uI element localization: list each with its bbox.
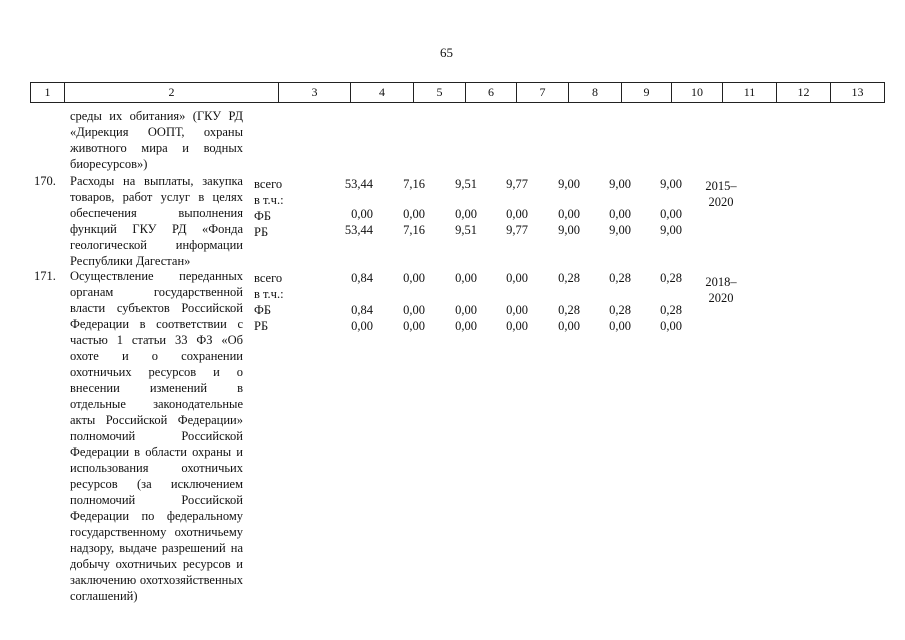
header-col-9: 9 [621, 83, 671, 102]
value-cell: 9,00 [609, 177, 631, 191]
years-start: 2015– [705, 179, 737, 193]
row-170-years [696, 178, 746, 210]
value-cell: 7,16 [403, 223, 425, 237]
value-cell: 53,44 [344, 223, 373, 237]
value-cell: 0,00 [455, 271, 477, 285]
value-cell: 0,00 [403, 319, 425, 333]
row-170-description: Расходы на выплаты, закупка товаров, работ услуг в целях обеспечения выполнения функций ГКУ РД «Фонда геологической информации Республики Дагестан» [70, 174, 243, 268]
value-cell: 0,28 [609, 303, 631, 317]
source-label: РБ [254, 319, 269, 333]
value-cell: 0,28 [558, 303, 580, 317]
value-cell: 0,00 [506, 207, 528, 221]
years-end: 2020 [708, 195, 734, 209]
header-col-10: 10 [671, 83, 722, 102]
value-cell: 0,28 [660, 303, 682, 317]
value-cell: 0,00 [351, 207, 373, 221]
value-cell: 9,51 [455, 177, 477, 191]
source-label: РБ [254, 225, 269, 239]
header-col-1: 1 [30, 83, 64, 102]
header-col-3: 3 [278, 83, 350, 102]
years-start: 2018– [705, 275, 737, 289]
value-cell: 0,00 [660, 207, 682, 221]
value-cell: 9,00 [558, 177, 580, 191]
value-cell: 0,00 [455, 319, 477, 333]
header-col-8: 8 [568, 83, 621, 102]
continuation-description: среды их обитания» (ГКУ РД «Дирекция ООПТ, охраны животного мира и водных биоресурсов») [70, 109, 243, 171]
header-col-7: 7 [516, 83, 568, 102]
value-cell: 9,77 [506, 223, 528, 237]
header-col-4: 4 [350, 83, 413, 102]
value-cell: 0,28 [660, 271, 682, 285]
value-cell: 9,00 [660, 177, 682, 191]
value-cell: 9,51 [455, 223, 477, 237]
row-170-index: 170. [34, 174, 56, 188]
source-label: всего [254, 271, 283, 285]
value-cell: 0,28 [558, 271, 580, 285]
row-171-years [696, 274, 746, 306]
table-header-row [30, 82, 885, 103]
value-cell: 0,00 [506, 271, 528, 285]
header-col-5: 5 [413, 83, 465, 102]
value-cell: 0,00 [506, 319, 528, 333]
value-cell: 0,28 [609, 271, 631, 285]
header-col-2: 2 [64, 83, 278, 102]
header-col-12: 12 [776, 83, 830, 102]
value-cell: 53,44 [344, 177, 373, 191]
value-cell: 0,00 [403, 207, 425, 221]
header-col-11: 11 [722, 83, 776, 102]
value-cell: 0,84 [351, 303, 373, 317]
value-cell: 9,00 [660, 223, 682, 237]
value-cell: 0,00 [455, 207, 477, 221]
row-171-description: Осуществление переданных органам государственной власти субъектов Российской Федерации в соответствии с частью 1 статьи 33 ФЗ «Об охоте и о сохранении охотничьих ресурсов и о внесении изменений в отдельные законодательные акты Российской Федерации» полномочий Российской Федерации в области охраны и использования охотничьих ресурсов (за исключением полномочий Российской Федерации по федеральному государственному охотничьему надзору, выдаче разрешений на добычу охотничьих ресурсов и заключению охотхозяйственных соглашений) [70, 269, 243, 603]
value-cell: 0,84 [351, 271, 373, 285]
page-number: 65 [440, 45, 453, 60]
years-end: 2020 [708, 291, 734, 305]
value-cell: 0,00 [403, 303, 425, 317]
value-cell: 0,00 [609, 207, 631, 221]
value-cell: 0,00 [660, 319, 682, 333]
source-label: всего [254, 177, 283, 191]
value-cell: 0,00 [558, 319, 580, 333]
value-cell: 0,00 [558, 207, 580, 221]
row-170-sources [254, 176, 314, 240]
value-cell: 9,77 [506, 177, 528, 191]
value-cell: 7,16 [403, 177, 425, 191]
header-col-6: 6 [465, 83, 516, 102]
source-label: ФБ [254, 303, 272, 317]
value-cell: 0,00 [455, 303, 477, 317]
value-cell: 9,00 [609, 223, 631, 237]
value-cell: 0,00 [351, 319, 373, 333]
value-cell: 0,00 [609, 319, 631, 333]
source-label: в т.ч.: [254, 193, 284, 207]
source-label: в т.ч.: [254, 287, 284, 301]
value-cell: 0,00 [506, 303, 528, 317]
row-171-sources [254, 270, 314, 334]
value-cell: 0,00 [403, 271, 425, 285]
row-171-index: 171. [34, 269, 56, 283]
source-label: ФБ [254, 209, 272, 223]
header-col-13: 13 [830, 83, 885, 102]
value-cell: 9,00 [558, 223, 580, 237]
